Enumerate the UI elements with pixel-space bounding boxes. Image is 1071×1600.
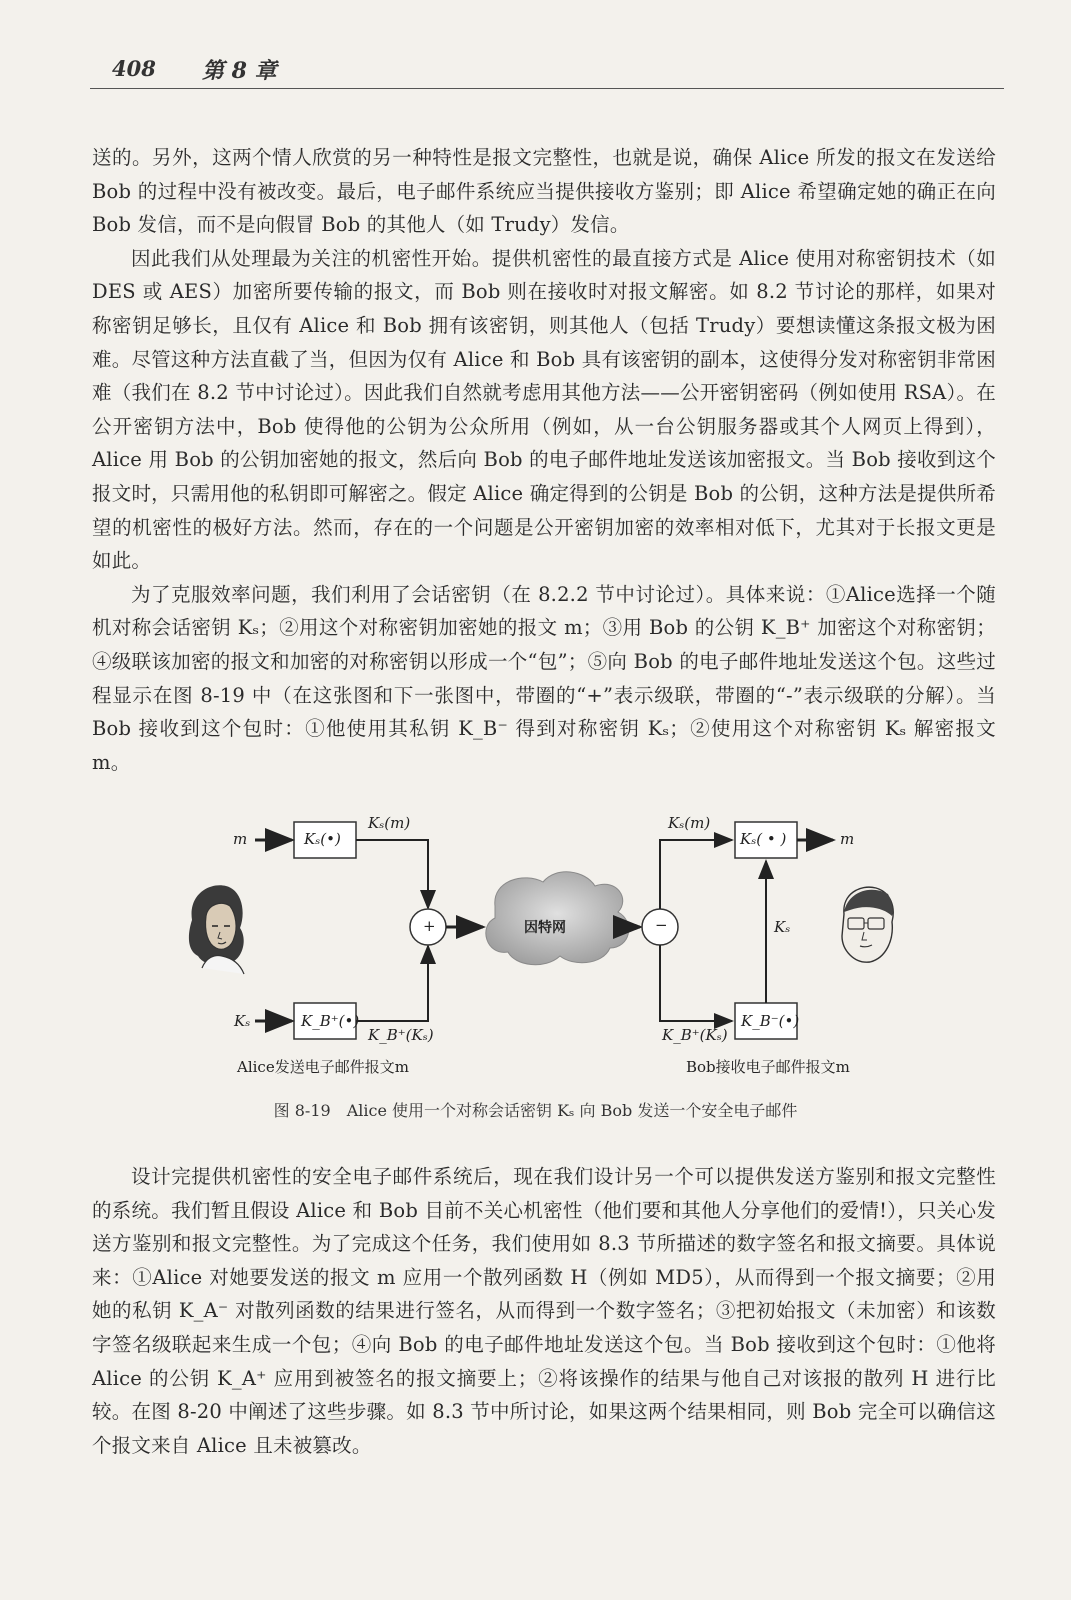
message-m-input: m	[233, 830, 248, 848]
chapter-title: 第 8 章	[202, 58, 277, 84]
bob-caption: Bob接收电子邮件报文m	[686, 1058, 850, 1076]
bob-portrait	[842, 887, 893, 962]
concat-symbol: +	[423, 917, 436, 935]
split-symbol: −	[655, 916, 668, 934]
kb-ks-label: K_B⁺(Kₛ)	[368, 1026, 434, 1044]
paragraph: 为了克服效率问题，我们利用了会话密钥（在 8.2.2 节中讨论过）。具体来说：①Alice选择一个随机对称会话密钥 Kₛ；②用这个对称密钥加密她的报文 m；③用 Bob 的公钥 K_B⁺ 加密这个对称密钥；④级联该加密的报文和加密的对称密钥以形成一个“包”；⑤向 Bob 的电子邮件地址发送这个包。这些过程显示在图 8-19 中（在这张图和下一张图中，带圈的“+”表示级联，带圈的“-”表示级联的分解）。当 Bob 接收到这个包时：①他使用其私钥 K_B⁻ 得到对称密钥 Kₛ；②使用这个对称密钥 Kₛ 解密报文 m。	[92, 582, 996, 774]
ks-input-label: Kₛ	[234, 1012, 251, 1030]
kb-ks-right-label: K_B⁺(Kₛ)	[662, 1026, 728, 1044]
figure-diagram	[200, 820, 900, 1090]
ks-mid-label: Kₛ	[774, 918, 791, 936]
internet-label: 因特网	[524, 920, 566, 936]
ks-decrypt-label: Kₛ( • )	[740, 830, 787, 848]
body-text-bottom	[92, 1160, 996, 1462]
message-m-output: m	[840, 830, 855, 848]
page-header	[90, 52, 1004, 89]
kb-public-encrypt-label: K_B⁺(•)	[301, 1012, 360, 1030]
ks-m-right-label: Kₛ(m)	[668, 814, 711, 832]
figure-8-19	[200, 814, 900, 1090]
body-text-top	[92, 141, 996, 779]
ks-encrypt-label: Kₛ(•)	[304, 830, 341, 848]
paragraph: 设计完提供机密性的安全电子邮件系统后，现在我们设计另一个可以提供发送方鉴别和报文完整性的系统。我们暂且假设 Alice 和 Bob 目前不关心机密性（他们要和其他人分享他们的爱情!），只关心发送方鉴别和报文完整性。为了完成这个任务，我们使用如 8.3 节所描述的数字签名和报文摘要。具体说来：①Alice 对她要发送的报文 m 应用一个散列函数 H（例如 MD5），从而得到一个报文摘要；②用她的私钥 K_A⁻ 对散列函数的结果进行签名，从而得到一个数字签名；③把初始报文（未加密）和该数字签名级联起来生成一个包；④向 Bob 的电子邮件地址发送这个包。当 Bob 接收到这个包时：①他将 Alice 的公钥 K_A⁺ 应用到被签名的报文摘要上；②将该操作的结果与他自己对该报的散列 H 进行比较。在图 8-20 中阐述了这些步骤。如 8.3 节中所讨论，如果这两个结果相同，则 Bob 完全可以确信这个报文来自 Alice 且未被篡改。	[92, 1165, 996, 1457]
page-number: 408	[112, 56, 156, 81]
figure-caption: 图 8-19 Alice 使用一个对称会话密钥 Kₛ 向 Bob 发送一个安全电子邮件	[273, 1101, 798, 1120]
paragraph: 因此我们从处理最为关注的机密性开始。提供机密性的最直接方式是 Alice 使用对称密钥技术（如 DES 或 AES）加密所要传输的报文，而 Bob 则在接收时对报文解密。如 8.2 节讨论的那样，如果对称密钥足够长，且仅有 Alice 和 Bob 拥有该密钥，则其他人（包括 Trudy）要想读懂这条报文极为困难。尽管这种方法直截了当，但因为仅有 Alice 和 Bob 具有该密钥的副本，这使得分发对称密钥非常困难（我们在 8.2 节中讨论过）。因此我们自然就考虑用其他方法——公开密钥密码（例如使用 RSA）。在公开密钥方法中，Bob 使得他的公钥为公众所用（例如，从一台公钥服务器或其个人网页上得到），Alice 用 Bob 的公钥加密她的报文，然后向 Bob 的电子邮件地址发送该加密报文。当 Bob 接收到这个报文时，只需用他的私钥即可解密之。假定 Alice 确定得到的公钥是 Bob 的公钥，这种方法是提供所希望的机密性的极好方法。然而，存在的一个问题是公开密钥加密的效率相对低下，尤其对于长报文更是如此。	[92, 246, 996, 573]
ks-m-label: Kₛ(m)	[368, 814, 411, 832]
alice-caption: Alice发送电子邮件报文m	[237, 1058, 409, 1076]
paragraph: 送的。另外，这两个情人欣赏的另一种特性是报文完整性，也就是说，确保 Alice 所发的报文在发送给 Bob 的过程中没有被改变。最后，电子邮件系统应当提供接收方鉴别；即 Alice 希望确定她的确正在向 Bob 发信，而不是向假冒 Bob 的其他人（如 Trudy）发信。	[92, 146, 996, 237]
alice-portrait	[189, 885, 244, 974]
kb-private-decrypt-label: K_B⁻(•)	[741, 1012, 800, 1030]
